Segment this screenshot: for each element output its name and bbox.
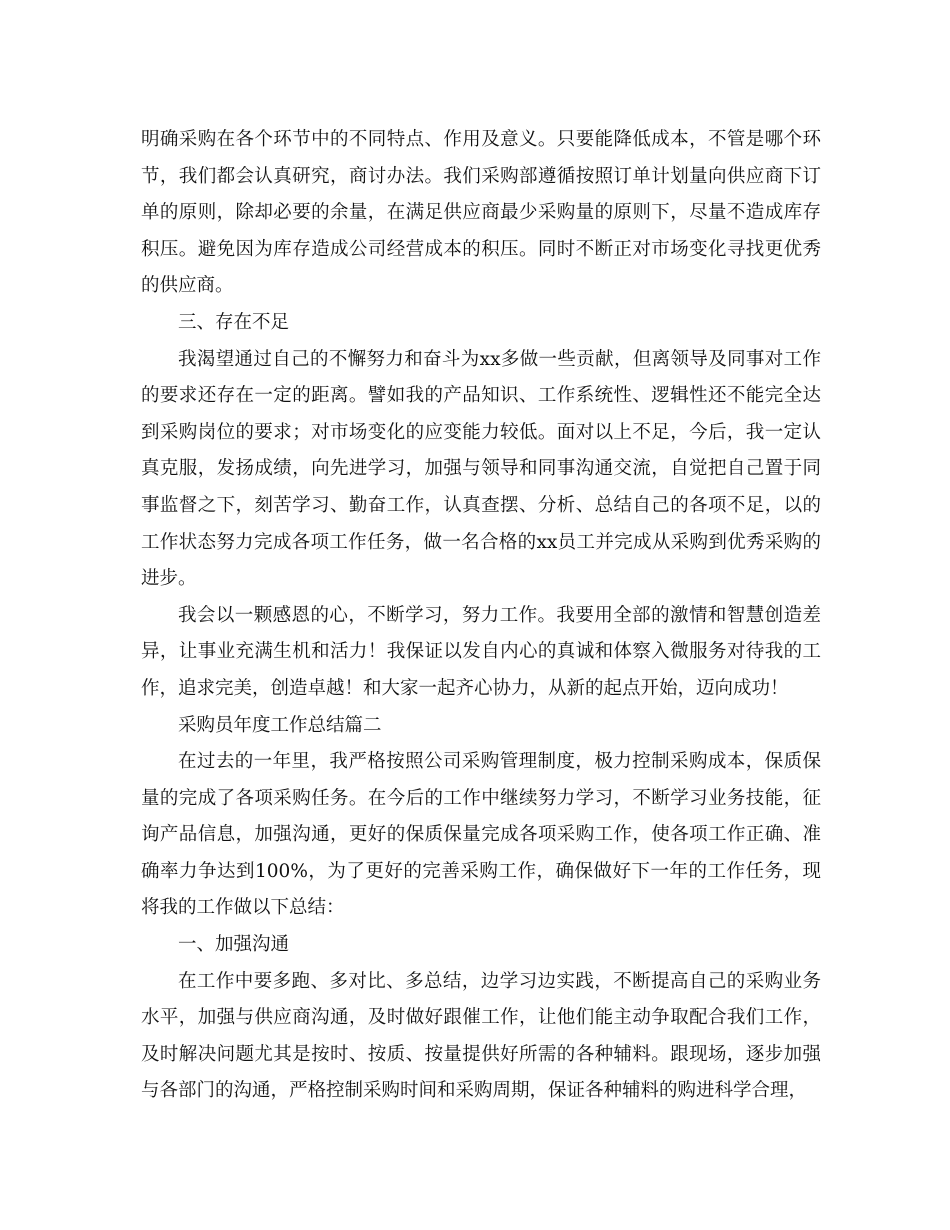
document-body bbox=[141, 122, 821, 1110]
article-title-part-two: 采购员年度工作总结篇二 bbox=[178, 714, 382, 736]
paragraph-cost-reduction-continued: 明确采购在各个环节中的不同特点、作用及意义。只要能降低成本，不管是哪个环节，我们都会认真研究，商讨办法。我们采购部遵循按照订单计划量向供应商下订单的原则，除却必要的余量，在满足供应商最少采购量的原则下，尽量不造成库存积压。避免因为库存造成公司经营成本的积压。同时不断正对市场变化寻找更优秀的供应商。 bbox=[141, 129, 821, 297]
paragraph-year-overview: 在过去的一年里，我严格按照公司采购管理制度，极力控制采购成本，保质保量的完成了各项采购任务。在今后的工作中继续努力学习，不断学习业务技能，征询产品信息，加强沟通，更好的保质保量完成各项采购工作，使各项工作正确、准确率力争达到100%，为了更好的完善采购工作，确保做好下一年的工作任务，现将我的工作做以下总结： bbox=[141, 751, 821, 919]
paragraph-shortcomings: 我渴望通过自己的不懈努力和奋斗为xx多做一些贡献，但离领导及同事对工作的要求还存在一定的距离。譬如我的产品知识、工作系统性、逻辑性还不能完全达到采购岗位的要求；对市场变化的应变能力较低。面对以上不足，今后，我一定认真克服，发扬成绩，向先进学习，加强与领导和同事沟通交流，自觉把自己置于同事监督之下，刻苦学习、勤奋工作，认真查摆、分析、总结自己的各项不足，以的工作状态努力完成各项工作任务，做一名合格的xx员工并完成从采购到优秀采购的进步。 bbox=[141, 348, 821, 590]
section-heading-strengthen-communication: 一、加强沟通 bbox=[178, 934, 290, 956]
paragraph-commitment: 我会以一颗感恩的心，不断学习，努力工作。我要用全部的激情和智慧创造差异，让事业充满生机和活力！我保证以发自内心的真诚和体察入微服务对待我的工作，追求完美，创造卓越！和大家一起齐心协力，从新的起点开始，迈向成功！ bbox=[141, 604, 821, 699]
paragraph-communication: 在工作中要多跑、多对比、多总结，边学习边实践，不断提高自己的采购业务水平，加强与供应商沟通，及时做好跟催工作，让他们能主动争取配合我们工作，及时解决问题尤其是按时、按质、按量提供好所需的各种辅料。跟现场，逐步加强与各部门的沟通，严格控制采购时间和采购周期，保证各种辅料的购进科学合理， bbox=[141, 970, 821, 1102]
section-heading-shortcomings: 三、存在不足 bbox=[178, 311, 290, 333]
